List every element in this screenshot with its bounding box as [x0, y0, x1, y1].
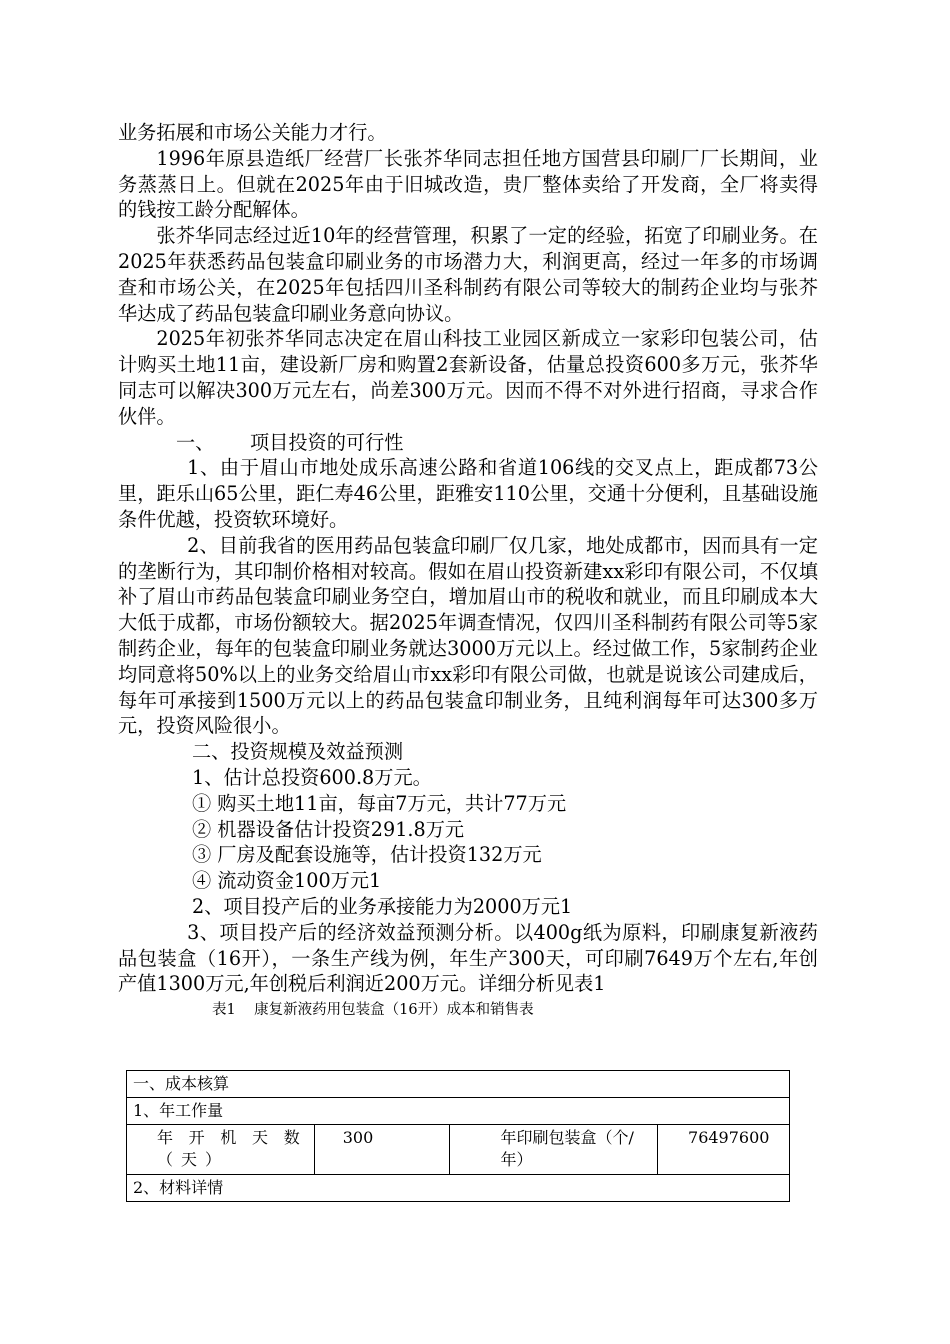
section-title: 项目投资的可行性: [250, 430, 404, 454]
table-cell-label: 年印刷包装盒（个/年）: [450, 1125, 658, 1175]
paragraph: 业务拓展和市场公关能力才行。: [118, 121, 387, 144]
list-item: ③ 厂房及配套设施等，估计投资132万元: [192, 843, 542, 867]
table-row: [127, 1071, 790, 1098]
table-section-cell: 一、成本核算: [127, 1071, 790, 1098]
table-caption: [118, 1000, 818, 1020]
table-caption-number: 表1: [212, 1002, 236, 1019]
table-cell-value: 300: [314, 1125, 450, 1175]
section-number: 一、: [176, 430, 215, 454]
table-cell-label: 年开机天数（天）: [127, 1125, 315, 1175]
section-heading-1: [118, 430, 818, 456]
list-item: 2、项目投产后的业务承接能力为2000万元1: [192, 894, 573, 918]
section-heading-2: 二、投资规模及效益预测: [192, 740, 404, 764]
table-row: [127, 1098, 790, 1125]
table-row: [127, 1175, 790, 1202]
cost-sales-table: [126, 1070, 790, 1202]
paragraph: 3、项目投产后的经济效益预测分析。以400g纸为原料，印刷康复新液药品包装盒（16开），一条生产线为例，年生产300天，可印刷7649万个左右,年创产值1300万元,年创税后利润近200万元。详细分析见表1: [118, 920, 818, 996]
table-cell-value: 76497600: [658, 1125, 790, 1175]
list-item: 1、估计总投资600.8万元。: [192, 765, 432, 789]
table-row: [127, 1125, 790, 1175]
paragraph: 张芥华同志经过近10年的经营管理，积累了一定的经验，拓宽了印刷业务。在2025年获悉药品包装盒印刷业务的市场潜力大，利润更高，经过一年多的市场调查和市场公关，在2025年包括四川圣科制药有限公司等较大的制药企业均与张芥华达成了药品包装盒印刷业务意向协议。: [118, 224, 818, 325]
list-item: ④ 流动资金100万元1: [192, 869, 382, 893]
paragraph: 2、目前我省的医用药品包装盒印刷厂仅几家，地处成都市，因而具有一定的垄断行为，其印制价格相对较高。假如在眉山投资新建xx彩印有限公司，不仅填补了眉山市药品包装盒印刷业务空白，增加眉山市的税收和就业，而且印刷成本大大低于成都，市场份额较大。据2025年调查情况，仅四川圣科制药有限公司等5家制药企业，每年的包装盒印刷业务就达3000万元以上。经过做工作，5家制药企业均同意将50%以上的业务交给眉山市xx彩印有限公司做，也就是说该公司建成后，每年可承接到1500万元以上的药品包装盒印制业务，且纯利润每年可达300多万元，投资风险很小。: [118, 533, 818, 738]
paragraph: 1996年原县造纸厂经营厂长张芥华同志担任地方国营县印刷厂厂长期间，业务蒸蒸日上。但就在2025年由于旧城改造，贵厂整体卖给了开发商，全厂将卖得的钱按工龄分配解体。: [118, 146, 818, 222]
table-subsection-cell: 2、材料详情: [127, 1175, 790, 1202]
table-subsection-cell: 1、年工作量: [127, 1098, 790, 1125]
list-item: ① 购买土地11亩，每亩7万元，共计77万元: [192, 791, 567, 815]
paragraph: 1、由于眉山市地处成乐高速公路和省道106线的交叉点上，距成都73公里，距乐山65公里，距仁寿46公里，距雅安110公里，交通十分便利，且基础设施条件优越，投资软环境好。: [118, 456, 818, 531]
table-caption-text: 康复新液药用包装盒（16开）成本和销售表: [254, 1002, 534, 1019]
list-item: ② 机器设备估计投资291.8万元: [192, 817, 465, 841]
document-body: [118, 120, 818, 1022]
paragraph: 2025年初张芥华同志决定在眉山科技工业园区新成立一家彩印包装公司，估计购买土地11亩，建设新厂房和购置2套新设备，估量总投资600多万元，张芥华同志可以解决300万元左右，尚差300万元。因而不得不对外进行招商，寻求合作伙伴。: [118, 327, 818, 428]
